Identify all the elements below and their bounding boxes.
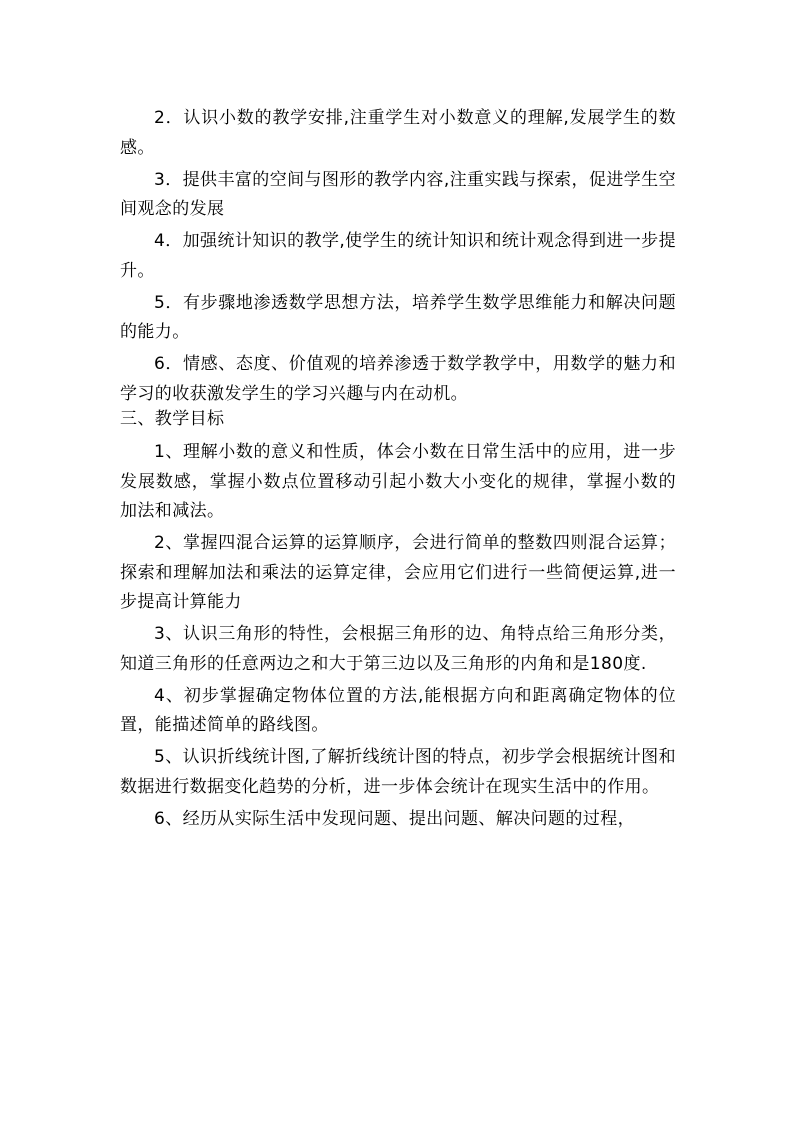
goal-item-3: 3、认识三角形的特性，会根据三角形的边、角特点给三角形分类，知道三角形的任意两边之和大于第三边以及三角形的内角和是180度.: [120, 624, 676, 674]
paragraph-item-2: 2．认识小数的教学安排,注重学生对小数意义的理解,发展学生的数感。: [120, 108, 676, 158]
section-heading: 三、教学目标: [120, 409, 225, 429]
goal-item-4: 4、初步掌握确定物体位置的方法,能根据方向和距离确定物体的位置，能描述简单的路线图。: [120, 685, 676, 735]
paragraph-item-5: 5．有步骤地渗透数学思想方法，培养学生数学思维能力和解决问题的能力。: [120, 292, 676, 342]
goal-item-6: 6、经历从实际生活中发现问题、提出问题、解决问题的过程，: [154, 808, 636, 829]
goal-item-1: 1、理解小数的意义和性质，体会小数在日常生活中的应用，进一步发展数感，掌握小数点位置移动引起小数大小变化的规律，掌握小数的加法和减法。: [120, 442, 676, 521]
goal-item-5: 5、认识折线统计图,了解折线统计图的特点，初步学会根据统计图和数据进行数据变化趋势的分析，进一步体会统计在现实生活中的作用。: [120, 747, 676, 797]
goal-item-2: 2、掌握四混合运算的运算顺序，会进行简单的整数四则混合运算；探索和理解加法和乘法的运算定律，会应用它们进行一些简便运算,进一步提高计算能力: [120, 533, 676, 612]
paragraph-item-4: 4．加强统计知识的教学,使学生的统计知识和统计观念得到进一步提升。: [120, 231, 676, 281]
document-page: [120, 104, 676, 834]
paragraph-item-6: 6．情感、态度、价值观的培养渗透于数学教学中，用数学的魅力和学习的收获激发学生的学习兴趣与内在动机。: [120, 354, 676, 404]
paragraph-item-3: 3．提供丰富的空间与图形的教学内容,注重实践与探索，促进学生空间观念的发展: [120, 169, 676, 219]
